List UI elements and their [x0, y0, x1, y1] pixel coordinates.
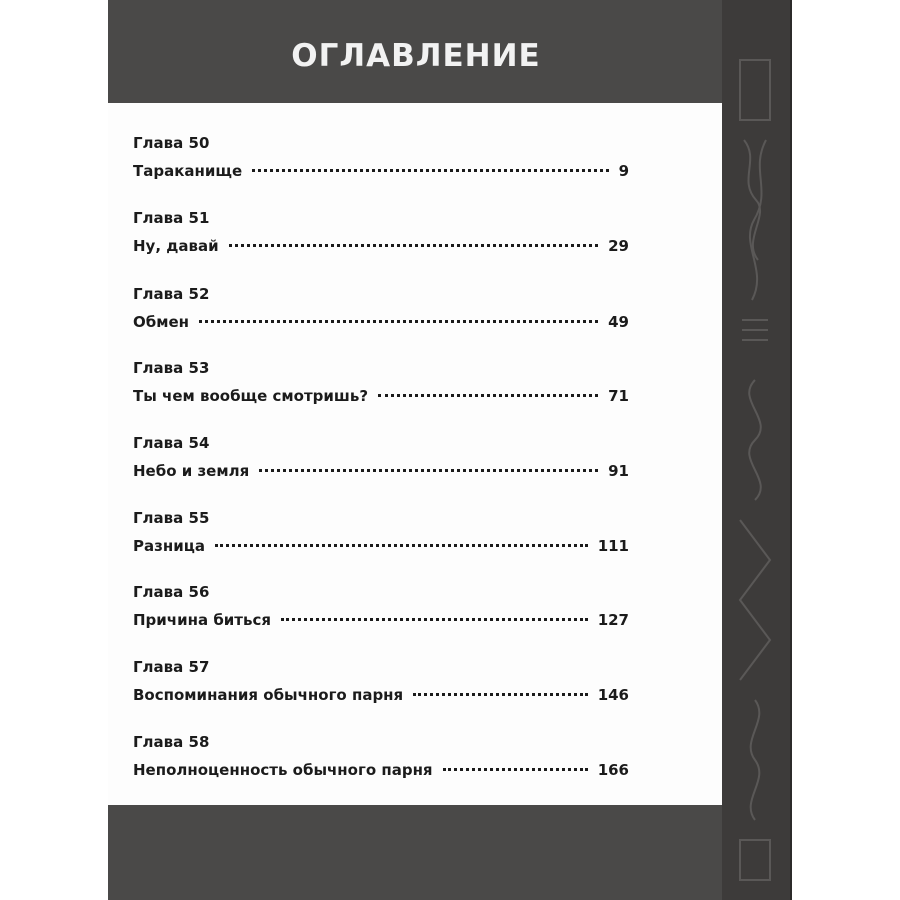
toc-entry [133, 733, 629, 780]
chapter-label: Глава 56 [133, 583, 210, 601]
chapter-title: Неполноценность обычного парня [133, 761, 433, 779]
toc-entry [133, 509, 629, 556]
page-number: 166 [597, 761, 629, 779]
dot-leader [259, 469, 598, 472]
chapter-label: Глава 58 [133, 733, 210, 751]
dot-leader [413, 693, 588, 696]
dot-leader [199, 320, 598, 323]
chapter-title: Обмен [133, 313, 190, 331]
chapter-title: Воспоминания обычного парня [133, 686, 404, 704]
page-number: 49 [608, 313, 629, 331]
chapter-label: Глава 54 [133, 434, 210, 452]
toc-entry [133, 359, 629, 406]
dot-leader [443, 768, 588, 771]
toc-entry [133, 583, 629, 630]
chapter-label: Глава 53 [133, 359, 210, 377]
toc-entry [133, 134, 629, 181]
page-number: 29 [608, 237, 629, 255]
dot-leader [229, 244, 599, 247]
chapter-label: Глава 57 [133, 658, 210, 676]
chapter-title: Тараканище [133, 162, 243, 180]
page-number: 9 [618, 162, 629, 180]
dot-leader [215, 544, 588, 547]
page-title: ОГЛАВЛЕНИЕ [291, 38, 541, 74]
toc-entry [133, 285, 629, 332]
page-number: 71 [608, 387, 629, 405]
chapter-title: Разница [133, 537, 205, 555]
chapter-title: Ну, давай [133, 237, 219, 255]
toc-entry [133, 209, 629, 256]
dot-leader [378, 394, 598, 397]
chapter-title: Небо и земля [133, 462, 250, 480]
page-number: 146 [597, 686, 629, 704]
page-number: 91 [608, 462, 629, 480]
chapter-label: Глава 50 [133, 134, 210, 152]
page-number: 111 [597, 537, 629, 555]
page-number: 127 [597, 611, 629, 629]
dot-leader [281, 618, 588, 621]
toc-entry [133, 434, 629, 481]
chapter-title: Ты чем вообще смотришь? [133, 387, 369, 405]
dot-leader [252, 169, 608, 172]
chapter-title: Причина биться [133, 611, 272, 629]
chapter-label: Глава 51 [133, 209, 210, 227]
chapter-label: Глава 52 [133, 285, 210, 303]
toc-entry [133, 658, 629, 705]
edge-ornament [730, 0, 780, 900]
chapter-label: Глава 55 [133, 509, 210, 527]
